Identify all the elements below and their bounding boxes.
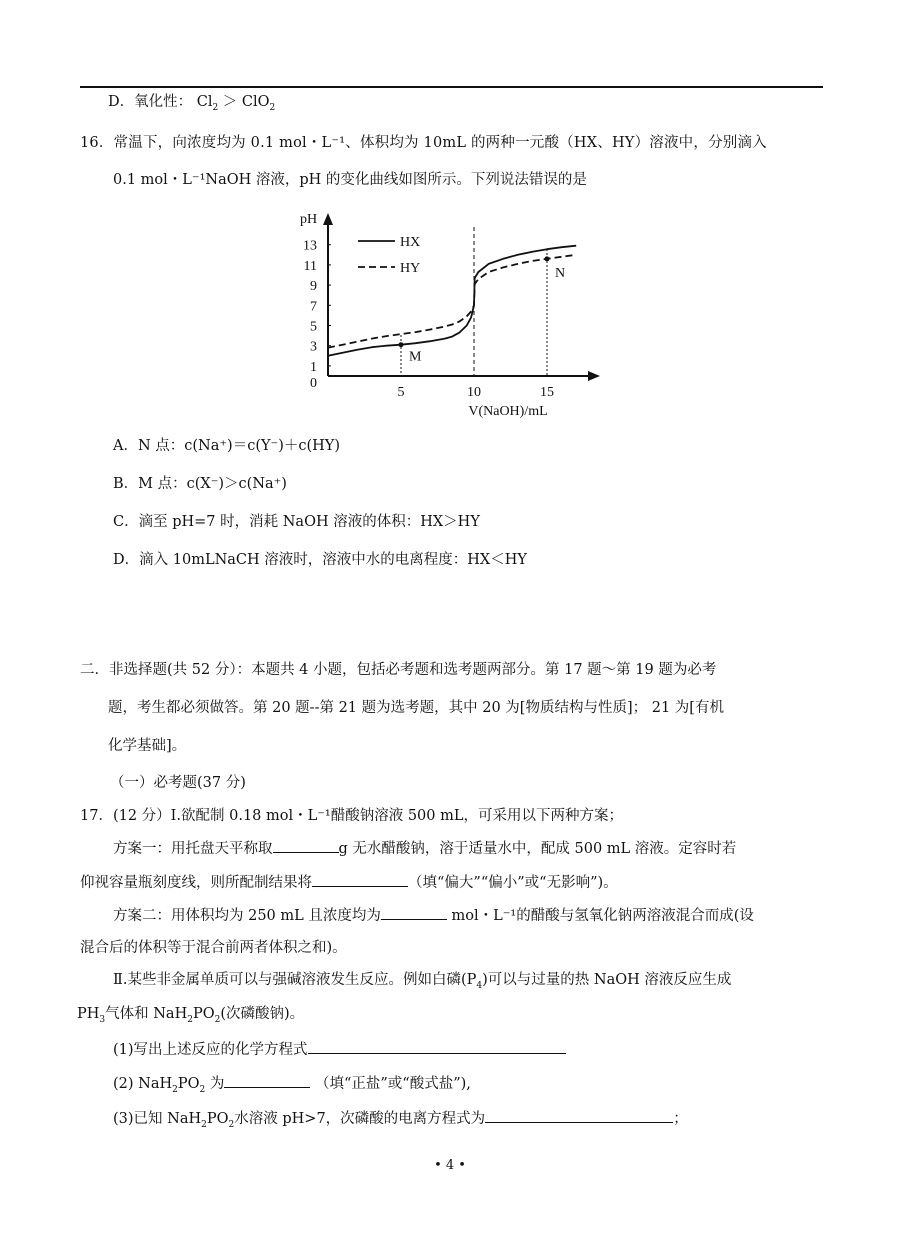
prev-question-option-d	[108, 92, 275, 112]
answer-blank-equation[interactable]	[308, 1039, 566, 1054]
sub2-text: 为	[205, 1076, 225, 1092]
part2-text: PH	[77, 1006, 100, 1022]
q17-part2-line2	[77, 1004, 304, 1024]
part2-text: 气体和 NaH	[105, 1006, 188, 1022]
option-label: C．	[113, 514, 139, 530]
plan1-text-d: （填“偏大”“偏小”或“无影响”)。	[408, 875, 618, 891]
plan2-text-b: mol・L⁻¹的醋酸与氢氧化钠两溶液混合而成(设	[446, 908, 754, 924]
y-axis-label: pH	[300, 212, 318, 227]
y-tick-label: 5	[310, 319, 317, 335]
option-label: A．N 点：	[113, 438, 185, 454]
y-tick-label: 13	[303, 238, 317, 254]
subscript: 2	[201, 1119, 207, 1130]
q16-stem-line2: 0.1 mol・L⁻¹NaOH 溶液，pH 的变化曲线如图所示。下列说法错误的是	[113, 172, 587, 188]
part2-text: PO	[192, 1006, 215, 1022]
sub3-text: (3)已知 NaH	[113, 1111, 202, 1127]
option-text: c(Na⁺)＝c(Y⁻)＋c(HY)	[184, 438, 341, 454]
point-marker	[545, 256, 550, 261]
answer-blank-mass[interactable]	[273, 838, 339, 853]
plan1-text-c: 仰视容量瓶刻度线，则所配制结果将	[80, 875, 312, 891]
titration-chart	[290, 205, 610, 420]
subscript: 4	[476, 980, 483, 991]
subscript: 2	[212, 102, 219, 113]
q17-plan1-line1	[113, 838, 736, 859]
legend-label: HY	[400, 261, 421, 276]
sub3-text: 水溶液 pH>7，次磷酸的电离方程式为	[234, 1111, 486, 1127]
x-axis-label: V(NaOH)/mL	[468, 404, 548, 419]
x-tick-label: 10	[467, 385, 481, 400]
page-number: • 4 •	[434, 1158, 466, 1173]
subscript: 2	[228, 1119, 235, 1130]
section2-line3: 化学基础]。	[108, 738, 187, 754]
sub3-text: PO	[206, 1111, 229, 1127]
subscript: 3	[99, 1014, 106, 1025]
answer-blank-effect[interactable]	[312, 872, 408, 887]
q17-plan2-line2: 混合后的体积等于混合前两者体积之和)。	[80, 940, 347, 956]
q16-stem-line1: 16．常温下，向浓度均为 0.1 mol・L⁻¹、体积均为 10mL 的两种一元酸（HX、HY）溶液中，分别滴入	[80, 135, 767, 151]
option-text: 滴入 10mLNaCH 溶液时，溶液中水的电离程度：HX＜HY	[139, 552, 527, 568]
option-d-text-a: D．氧化性： Cl	[108, 94, 213, 110]
q17-line1: 17．(12 分）Ⅰ.欲配制 0.18 mol・L⁻¹醋酸钠溶液 500 mL，可采用以下两种方案；	[80, 808, 623, 824]
y-tick-label: 3	[310, 339, 317, 355]
answer-blank-ionization[interactable]	[485, 1108, 673, 1123]
sub1-text: (1)写出上述反应的化学方程式	[113, 1042, 308, 1058]
y-tick-label: 11	[303, 258, 317, 274]
answer-blank-concentration[interactable]	[381, 905, 447, 920]
legend-label: HX	[400, 235, 421, 250]
x-tick-label: 15	[540, 385, 554, 400]
q17-sub1	[113, 1039, 566, 1060]
point-label: M	[409, 349, 422, 365]
subscript: 2	[214, 1014, 221, 1025]
part2-text-a: Ⅱ.某些非金属单质可以与强碱溶液发生反应。例如白磷(P	[113, 972, 477, 988]
series-line-hy	[328, 255, 576, 348]
option-text: c(X⁻)＞c(Na⁺)	[186, 476, 287, 492]
plan2-text-a: 方案二：用体积均为 250 mL 且浓度均为	[113, 908, 381, 924]
sub2-text: (2) NaH	[113, 1076, 173, 1092]
plan1-text-b: g 无水醋酸钠，溶于适量水中，配成 500 mL 溶液。定容时若	[338, 841, 737, 857]
q16-option-b	[113, 474, 287, 494]
section2-line2: 题，考生都必须做答。第 20 题--第 21 题为选考题，其中 20 为[物质结构与性质]； 21 为[有机	[108, 700, 724, 716]
answer-blank-salt-type[interactable]	[224, 1073, 310, 1088]
y-tick-label: 7	[310, 299, 317, 315]
header-rule	[80, 86, 823, 88]
q17-plan2-line1	[113, 905, 754, 926]
subscript: 2	[199, 1084, 206, 1095]
point-label: N	[555, 265, 566, 281]
q16-option-a	[113, 436, 340, 456]
q17-plan1-line2	[80, 872, 618, 893]
q17-sub2	[113, 1073, 471, 1094]
y-tick-label: 1	[310, 359, 317, 375]
subscript: 2	[269, 102, 276, 113]
section2-subheading: （一）必考题(37 分)	[110, 775, 246, 791]
point-marker	[399, 342, 404, 347]
option-label: D．	[113, 552, 140, 568]
part2-text-b: )可以与过量的热 NaOH 溶液反应生成	[482, 972, 732, 988]
subscript: 2	[172, 1084, 178, 1095]
y-axis-arrow-icon	[323, 213, 333, 225]
section2-line1: 二．非选择题(共 52 分）：本题共 4 小题，包括必考题和选考题两部分。第 17 题～第 19 题为必考	[80, 662, 717, 678]
titration-chart-svg	[290, 205, 610, 420]
sub2-text: PO	[177, 1076, 200, 1092]
q16-option-c	[113, 512, 480, 532]
plan1-text-a: 方案一：用托盘天平称取	[113, 841, 273, 857]
q17-part2-line1	[113, 970, 731, 990]
y-tick-label: 0	[310, 376, 317, 391]
option-label: B．M 点：	[113, 476, 187, 492]
x-tick-label: 5	[397, 385, 405, 400]
q17-sub3	[113, 1108, 688, 1129]
y-tick-label: 9	[310, 279, 317, 295]
option-text: 滴至 pH=7 时，消耗 NaOH 溶液的体积：HX＞HY	[138, 514, 480, 530]
sub2-text: （填“正盐”或“酸式盐”),	[310, 1076, 471, 1092]
part2-text: (次磷酸钠)。	[220, 1006, 305, 1022]
subscript: 2	[187, 1014, 193, 1025]
option-d-text-b: ＞ ClO	[218, 94, 270, 110]
q16-option-d	[113, 550, 527, 570]
sub3-text: ；	[673, 1111, 688, 1127]
x-axis-arrow-icon	[588, 371, 600, 381]
